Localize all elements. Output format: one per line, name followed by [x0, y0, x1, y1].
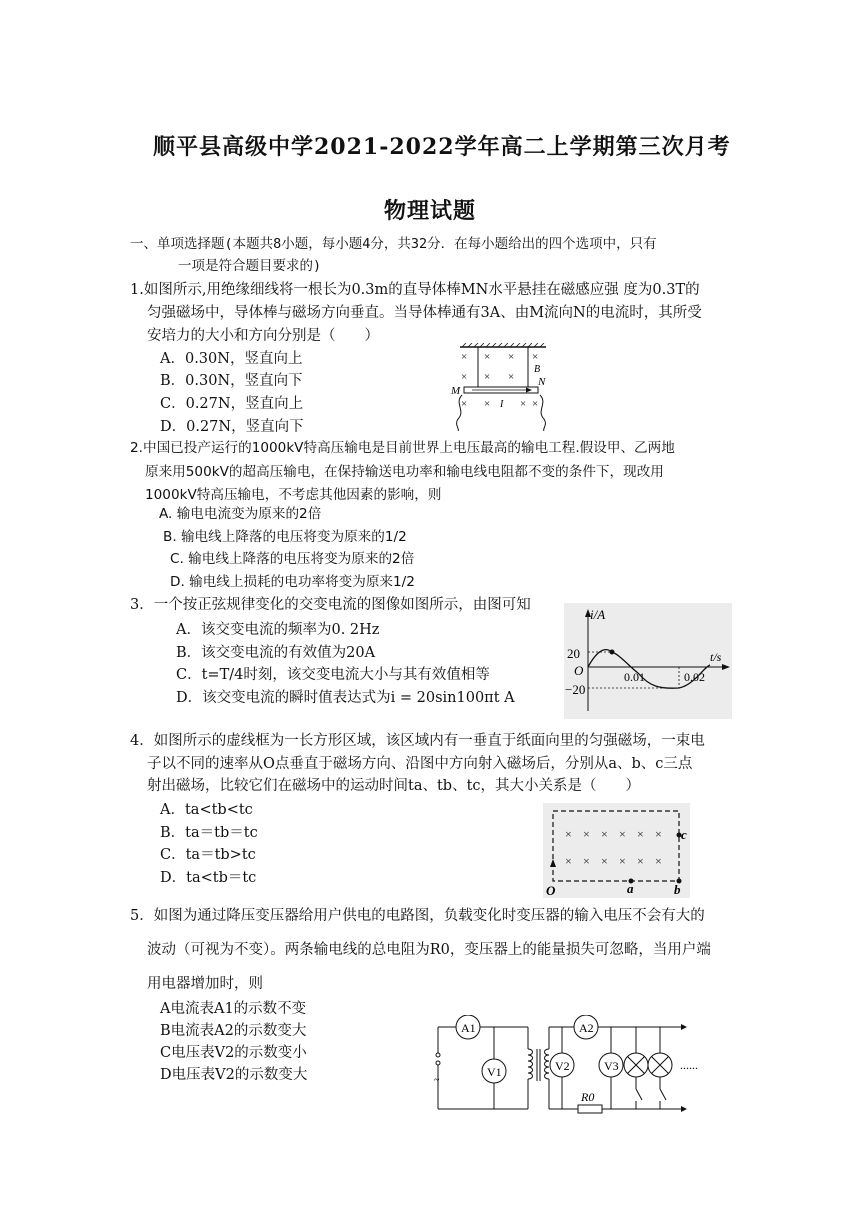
q3-option-b: B．该交变电流的有效值为20A [176, 645, 376, 661]
q1-stem-line1: 1.如图所示,用绝缘细线将一根长为0.3m的直导体棒MN水平悬挂在磁感应强 度为0.3T的 [130, 282, 700, 298]
q5-stem-line1: 5．如图为通过降压变压器给用户供电的电路图，负载变化时变压器的输入电压不会有大的 [130, 908, 705, 924]
q5-meter-a2: A2 [579, 1021, 594, 1035]
q2-stem-line3: 1000kV特高压输电，不考虑其他因素的影响，则 [145, 487, 442, 503]
svg-text:×: × [520, 398, 527, 410]
q2-option-a: A. 输电电流变为原来的2倍 [159, 506, 322, 522]
q3-origin-label: O [574, 663, 584, 678]
q4-figure-magnetic-region [543, 803, 690, 898]
q5-ac-source-symbol: ~ [434, 1075, 440, 1086]
q4-option-b: B．ta＝tb＝tc [160, 825, 258, 841]
section-header-line2: 一项是符合题目要求的) [178, 258, 322, 274]
q3-x-tick-1: 0.01 [624, 670, 645, 684]
svg-text:×: × [532, 351, 539, 363]
q3-x-axis-label: t/s [710, 650, 722, 664]
svg-text:×: × [461, 351, 468, 363]
q3-stem: 3．一个按正弦规律变化的交变电流的图像如图所示，由图可知 [130, 597, 531, 613]
q1-label-b: B [534, 364, 541, 375]
q4-option-a: A．ta<tb<tc [160, 802, 253, 818]
svg-text:×: × [565, 854, 572, 868]
section-header-line1: 一、单项选择题(本题共8小题，每小题4分，共32分．在每小题给出的四个选项中，只有 [130, 236, 657, 252]
q1-figure-magnetic-field [448, 343, 550, 431]
q3-y-tick-bottom: −20 [565, 682, 586, 697]
q1-label-n: N [538, 376, 546, 388]
q4-stem-line2: 子以不同的速率从O点垂直于磁场方向、沿图中方向射入磁场后，分别从a、b、c三点 [147, 756, 693, 772]
q1-stem-line2: 匀强磁场中，导体棒与磁场方向垂直。当导体棒通有3A、由M流向N的电流时，其所受 [147, 305, 702, 321]
page-subtitle: 物理试题 [384, 198, 477, 224]
svg-text:×: × [565, 827, 572, 841]
q5-more-loads: ...... [680, 1058, 698, 1072]
q2-option-d: D. 输电线上损耗的电功率将变为原来1/2 [170, 574, 415, 590]
svg-text:×: × [601, 827, 608, 841]
svg-text:×: × [508, 351, 515, 363]
q2-stem-line1: 2.中国已投产运行的1000kV特高压输电是目前世界上电压最高的输电工程.假设甲、乙两地 [130, 440, 675, 456]
svg-text:×: × [637, 827, 644, 841]
q4-label-b: b [674, 882, 681, 897]
q4-option-d: D．ta<tb＝tc [160, 870, 257, 886]
q1-label-m: M [451, 385, 461, 397]
svg-text:×: × [484, 371, 491, 383]
svg-text:×: × [637, 854, 644, 868]
svg-text:×: × [461, 398, 468, 410]
q1-option-b: B．0.30N，竖直向下 [160, 373, 303, 389]
q3-option-d: D．该交变电流的瞬时值表达式为i = 20sin100πt A [176, 690, 515, 706]
svg-text:×: × [655, 854, 662, 868]
svg-text:×: × [484, 351, 491, 363]
q3-option-c: C．t=T/4时刻，该交变电流大小与其有效值相等 [176, 667, 490, 683]
q4-label-c: c [681, 827, 687, 842]
q3-option-a: A．该交变电流的频率为0. 2Hz [176, 622, 380, 638]
svg-text:×: × [484, 398, 491, 410]
svg-text:×: × [619, 854, 626, 868]
q5-resistor-label: R0 [581, 1090, 595, 1104]
q4-stem-line1: 4．如图所示的虚线框为一长方形区域，该区域内有一垂直于纸面向里的匀强磁场，一束电 [130, 733, 705, 749]
q5-option-a: A电流表A1的示数不变 [160, 1001, 307, 1017]
q2-option-c: C. 输电线上降落的电压将变为原来的2倍 [170, 551, 415, 567]
q4-label-o: O [546, 883, 556, 898]
q5-stem-line2: 波动（可视为不变）。两条输电线的总电阻为R0，变压器上的能量损失可忽略，当用户端 [147, 942, 711, 958]
q5-meter-a1: A1 [461, 1021, 476, 1035]
q5-meter-v1: V1 [487, 1065, 502, 1079]
q5-option-c: C电压表V2的示数变小 [160, 1045, 307, 1061]
q1-option-d: D．0.27N，竖直向下 [160, 419, 304, 435]
q3-figure-sine-graph [564, 603, 732, 719]
q5-meter-v3: V3 [604, 1059, 619, 1073]
svg-text:×: × [655, 827, 662, 841]
page-title: 顺平县高级中学2021-2022学年高二上学期第三次月考 [153, 134, 731, 160]
q5-option-d: D电压表V2的示数变大 [160, 1067, 308, 1083]
svg-text:×: × [601, 854, 608, 868]
q1-stem-line3: 安培力的大小和方向分别是（ ） [147, 328, 379, 344]
q3-x-tick-2: 0.02 [684, 670, 705, 684]
svg-text:×: × [583, 854, 590, 868]
q3-y-axis-label: i/A [590, 607, 606, 622]
q5-figure-circuit [430, 1015, 720, 1115]
svg-text:×: × [619, 827, 626, 841]
svg-text:×: × [532, 398, 539, 410]
q2-stem-line2: 原来用500kV的超高压输电，在保持输送电功率和输电线电阻都不变的条件下，现改用 [145, 464, 664, 480]
q4-option-c: C．ta＝tb>tc [160, 847, 256, 863]
q2-option-b: B. 输电线上降落的电压将变为原来的1/2 [163, 529, 407, 545]
svg-text:×: × [583, 827, 590, 841]
q3-y-tick-top: 20 [567, 646, 580, 661]
q5-option-b: B电流表A2的示数变大 [160, 1023, 307, 1039]
q5-meter-v2: V2 [555, 1059, 570, 1073]
svg-text:×: × [461, 371, 468, 383]
q4-label-a: a [627, 881, 634, 896]
q4-stem-line3: 射出磁场，比较它们在磁场中的运动时间ta、tb、tc，其大小关系是（ ） [147, 778, 641, 794]
q1-label-i: I [500, 399, 504, 410]
q1-option-c: C．0.27N，竖直向上 [160, 396, 304, 412]
q5-stem-line3: 用电器增加时，则 [147, 976, 263, 992]
q1-option-a: A．0.30N，竖直向上 [160, 351, 303, 367]
svg-text:×: × [508, 371, 515, 383]
